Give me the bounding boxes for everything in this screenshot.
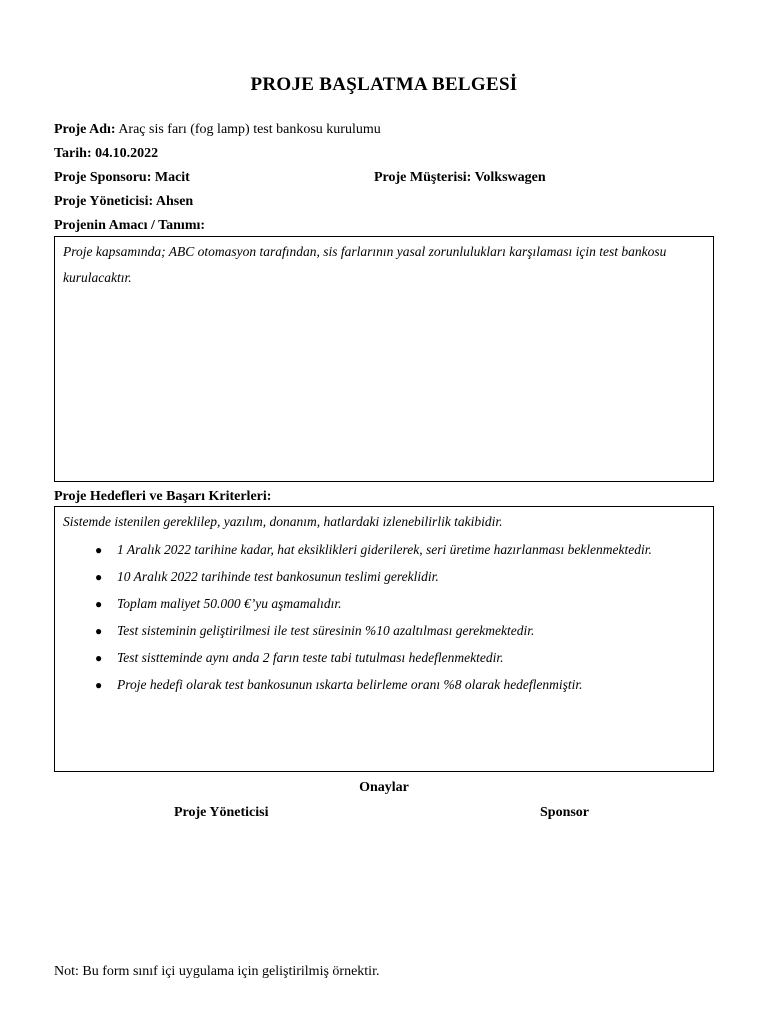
bullet-icon: ●: [95, 651, 103, 665]
goal-item: ● 1 Aralık 2022 tarihine kadar, hat eksiklikleri giderilerek, seri üretime hazırlanması beklenmektedir.: [63, 537, 701, 563]
goal-item: ● Toplam maliyet 50.000 €’yu aşmamalıdır.: [63, 591, 701, 617]
sponsor-text: Proje Sponsoru: Macit: [54, 170, 190, 185]
goal-item: ● 10 Aralık 2022 tarihinde test bankosunun teslimi gereklidir.: [63, 564, 701, 590]
project-name-row: [54, 122, 381, 138]
goals-intro: Sistemde istenilen gereklilер, yazılım, donanım, hatlardaki izlenebilirlik takibidir.: [63, 514, 503, 529]
goals-box: [54, 506, 714, 772]
purpose-box: [54, 236, 714, 482]
customer-row: [374, 170, 546, 186]
customer-text: Proje Müşterisi: Volkswagen: [374, 170, 546, 185]
purpose-text: Proje kapsamında; ABC otomasyon tarafından, sis farlarının yasal zorunlulukları karşılaması için test bankosu kurulacaktır.: [63, 244, 667, 285]
goals-list: [63, 537, 701, 698]
project-name-value: Araç sis farı (fog lamp) test bankosu kurulumu: [118, 122, 381, 137]
project-name-label: Proje Adı:: [54, 122, 116, 137]
bullet-icon: ●: [95, 624, 103, 638]
approvals-heading: Onaylar: [359, 780, 409, 795]
bullet-icon: ●: [95, 678, 103, 692]
goal-item: ● Test sistteminde aynı anda 2 farın teste tabi tutulması hedeflenmektedir.: [63, 645, 701, 671]
approval-sponsor: Sponsor: [540, 805, 590, 820]
manager-text: Proje Yöneticisi: Ahsen: [54, 194, 194, 209]
approval-manager: Proje Yöneticisi: [174, 805, 269, 820]
purpose-label: Projenin Amacı / Tanımı:: [54, 218, 206, 233]
bullet-icon: ●: [95, 570, 103, 584]
date-text: Tarih: 04.10.2022: [54, 146, 159, 161]
manager-row: [54, 194, 193, 210]
footer-note: Not: Bu form sınıf içi uygulama için geliştirilmiş örnektir.: [54, 964, 380, 979]
goals-label: Proje Hedefleri ve Başarı Kriterleri:: [54, 489, 272, 504]
date-row: [54, 146, 158, 162]
bullet-icon: ●: [95, 543, 103, 557]
goal-item: ● Test sisteminin geliştirilmesi ile test süresinin %10 azaltılması gerekmektedir.: [63, 618, 701, 644]
document-title: PROJE BAŞLATMA BELGESİ: [250, 74, 518, 95]
bullet-icon: ●: [95, 597, 103, 611]
sponsor-row: [54, 170, 190, 186]
goal-item: ● Proje hedefi olarak test bankosunun ıskarta belirleme oranı %8 olarak hedeflenmiştir.: [63, 672, 701, 698]
